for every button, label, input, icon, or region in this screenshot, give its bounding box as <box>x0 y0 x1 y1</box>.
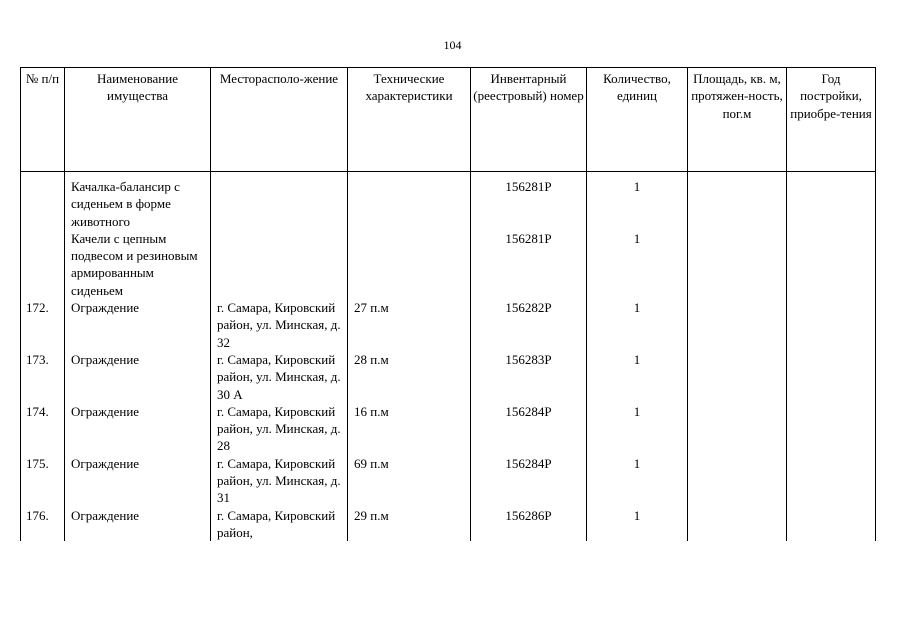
cell-quantity: 1 <box>587 172 688 230</box>
cell-area <box>688 455 787 507</box>
cell-tech: 29 п.м <box>348 507 471 542</box>
cell-quantity: 1 <box>587 455 688 507</box>
cell-number <box>21 172 65 230</box>
cell-tech <box>348 172 471 230</box>
cell-year <box>787 299 876 351</box>
cell-tech: 69 п.м <box>348 455 471 507</box>
table-row <box>21 299 876 351</box>
table-row <box>21 230 876 299</box>
cell-inventory: 156282Р <box>471 299 587 351</box>
cell-area <box>688 351 787 403</box>
cell-number: 172. <box>21 299 65 351</box>
cell-year <box>787 507 876 542</box>
cell-year <box>787 172 876 230</box>
table-row <box>21 507 876 542</box>
table-row <box>21 351 876 403</box>
cell-year <box>787 403 876 455</box>
cell-location: г. Самара, Кировский район, <box>211 507 348 542</box>
cell-number: 174. <box>21 403 65 455</box>
cell-inventory: 156281Р <box>471 230 587 299</box>
table-row <box>21 172 876 230</box>
cell-inventory: 156283Р <box>471 351 587 403</box>
cell-area <box>688 403 787 455</box>
cell-year <box>787 455 876 507</box>
cell-quantity: 1 <box>587 403 688 455</box>
cell-location: г. Самара, Кировский район, ул. Минская, д. 32 <box>211 299 348 351</box>
cell-area <box>688 507 787 542</box>
cell-name: Качели с цепным подвесом и резиновым армированным сиденьем <box>65 230 211 299</box>
table-row <box>21 403 876 455</box>
cell-number <box>21 230 65 299</box>
cell-quantity: 1 <box>587 230 688 299</box>
cell-inventory: 156284Р <box>471 455 587 507</box>
header-location: Месторасполо-жение <box>211 68 348 172</box>
cell-location <box>211 230 348 299</box>
cell-name: Ограждение <box>65 507 211 542</box>
cell-name: Ограждение <box>65 455 211 507</box>
cell-name: Ограждение <box>65 403 211 455</box>
table-row <box>21 455 876 507</box>
header-number: № п/п <box>21 68 65 172</box>
cell-year <box>787 230 876 299</box>
cell-inventory: 156284Р <box>471 403 587 455</box>
cell-area <box>688 172 787 230</box>
cell-location <box>211 172 348 230</box>
cell-year <box>787 351 876 403</box>
cell-number: 176. <box>21 507 65 542</box>
cell-inventory: 156281Р <box>471 172 587 230</box>
cell-name: Качалка-балансир с сиденьем в форме животного <box>65 172 211 230</box>
cell-tech: 16 п.м <box>348 403 471 455</box>
cell-inventory: 156286Р <box>471 507 587 542</box>
header-name: Наименование имущества <box>65 68 211 172</box>
header-quantity: Количество, единиц <box>587 68 688 172</box>
cell-number: 175. <box>21 455 65 507</box>
cell-area <box>688 230 787 299</box>
header-year: Год постройки, приобре-тения <box>787 68 876 172</box>
cell-name: Ограждение <box>65 299 211 351</box>
cell-area <box>688 299 787 351</box>
cell-location: г. Самара, Кировский район, ул. Минская, д. 30 А <box>211 351 348 403</box>
header-tech: Технические характеристики <box>348 68 471 172</box>
header-inventory: Инвентарный (реестровый) номер <box>471 68 587 172</box>
cell-quantity: 1 <box>587 299 688 351</box>
cell-quantity: 1 <box>587 507 688 542</box>
property-registry-table <box>20 67 876 541</box>
cell-tech <box>348 230 471 299</box>
cell-location: г. Самара, Кировский район, ул. Минская, д. 31 <box>211 455 348 507</box>
page-number: 104 <box>443 38 462 52</box>
cell-tech: 27 п.м <box>348 299 471 351</box>
cell-location: г. Самара, Кировский район, ул. Минская, д. 28 <box>211 403 348 455</box>
cell-quantity: 1 <box>587 351 688 403</box>
header-area: Площадь, кв. м, протяжен-ность, пог.м <box>688 68 787 172</box>
table-header-row <box>21 68 876 172</box>
cell-tech: 28 п.м <box>348 351 471 403</box>
cell-number: 173. <box>21 351 65 403</box>
cell-name: Ограждение <box>65 351 211 403</box>
